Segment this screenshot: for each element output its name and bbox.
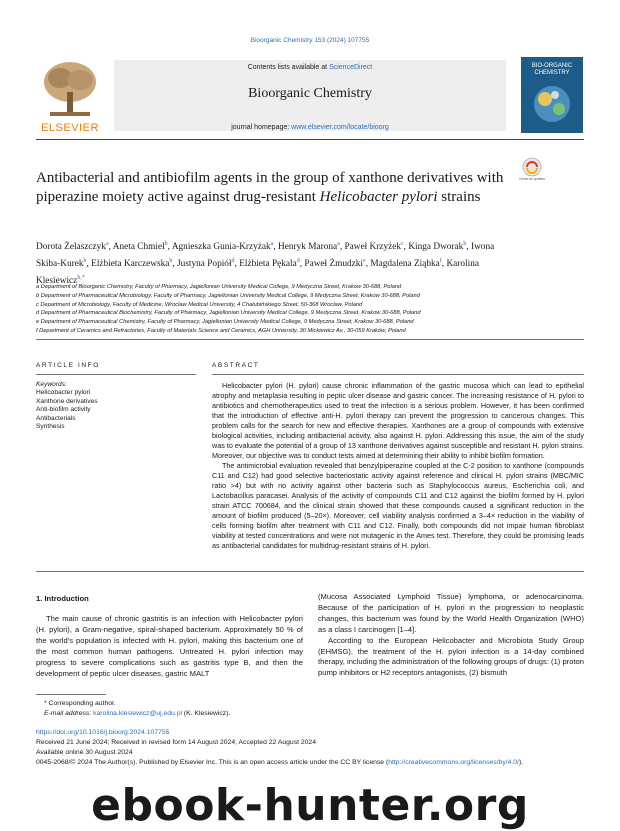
author-affiliation-marker[interactable]: d — [296, 258, 300, 265]
author-affiliation-marker[interactable]: d — [231, 258, 235, 265]
author-name[interactable]: Paweł Żmudzki — [304, 259, 364, 270]
author-affiliation-marker[interactable]: b — [169, 258, 173, 265]
keyword-item: Antibacterials — [36, 414, 76, 422]
author-name[interactable]: Elżbieta Karczewska — [91, 259, 170, 270]
abstract-end-rule — [36, 571, 584, 572]
footnote-rule — [36, 694, 106, 695]
author-name[interactable]: Iwona Skiba-Kurek — [36, 242, 495, 270]
homepage-link[interactable]: www.elsevier.com/locate/bioorg — [291, 124, 389, 131]
copyright-prefix: 0045-2068/© 2024 The Author(s). Published by Elsevier Inc. This is an open access article under the CC BY license ( — [36, 759, 389, 766]
title-part1: Antibacterial and antibiofilm agents in the group of xanthone derivatives with piperazine moiety active against drug-resistant — [36, 170, 504, 205]
keyword-item: Synthesis — [36, 423, 65, 431]
author-list: Dorota Żelaszczyk$^a$, Aneta Chmiel$^b$, Agnieszka Gunia-Krzyżak$^a$, Henryk Marona$^a$, Paweł Krzyżek$^c$, Kinga Dworak$^b$, Iwona Skiba-Kurek$^b$, Elżbieta Karczewska$^b$, Justyna Popiół$^d$, Elżbieta Pękala$^d$, Paweł Żmudzki$^e$, Magdalena Ziąbka$^f$, Karolina Klesiewicz$^{b,*}$ — [36, 241, 495, 287]
license-link[interactable]: http://creativecommons.org/licenses/by/4.0/ — [388, 759, 519, 766]
author-affiliation-marker[interactable]: f — [439, 258, 442, 265]
sciencedirect-link[interactable]: ScienceDirect — [329, 64, 373, 71]
article-info-rule — [36, 374, 196, 375]
author-name[interactable]: Agnieszka Gunia-Krzyżak — [171, 242, 271, 253]
copyright-suffix: ). — [518, 759, 524, 766]
body-column-left — [36, 614, 303, 679]
abstract-heading: ABSTRACT — [212, 362, 260, 369]
homepage-prefix: journal homepage: — [231, 124, 292, 131]
email-suffix: (K. Klesiewicz). — [182, 710, 231, 717]
author-affiliation-marker[interactable]: b — [83, 258, 87, 265]
affiliation-line: a Department of Bioorganic Chemistry, Faculty of Pharmacy, Jagiellonian University Medical College, 9 Medyczna Street, Krakow 30-688, Poland — [36, 284, 402, 290]
abstract-text — [212, 381, 584, 551]
affiliation-line: e Department of Pharmaceutical Chemistry, Faculty of Pharmacy, Jagiellonian University Medical College, 9 Medyczna Street, Krakow 30-688, Poland — [36, 319, 414, 326]
email-label: E-mail address: — [44, 710, 94, 717]
author-affiliation-marker[interactable]: a — [105, 241, 109, 247]
affiliations — [36, 283, 584, 336]
journal-homepage — [114, 124, 506, 131]
author-affiliation-marker[interactable]: a — [337, 241, 340, 247]
keyword-item: Xanthone derivatives — [36, 397, 98, 405]
corresponding-author-note: * Corresponding author. — [44, 700, 116, 707]
affiliation-line: b Department of Pharmaceutical Microbiology, Faculty of Pharmacy, Jagiellonian University Medical College, 9 Medyczna Street, Krakow 30-688, Poland — [36, 292, 420, 299]
affiliation-rule — [36, 339, 584, 340]
copyright-line — [36, 758, 596, 768]
keywords-block — [36, 381, 196, 431]
cover-title: BIO-ORGANIC CHEMISTRY — [531, 63, 573, 76]
body-column-right — [318, 592, 584, 679]
author-name[interactable]: Elżbieta Pękala — [239, 259, 297, 270]
author-name[interactable]: Paweł Krzyżek — [344, 242, 401, 253]
author-name[interactable]: Magdalena Ziąbka — [370, 259, 440, 270]
email-line — [36, 709, 336, 719]
author-affiliation-marker[interactable]: a — [270, 241, 274, 247]
author-name[interactable]: Aneta Chmiel — [112, 242, 165, 253]
check-for-updates-label: Check for updates — [519, 177, 545, 181]
author-name[interactable]: Karolina Klesiewicz — [36, 259, 479, 287]
contents-prefix: Contents lists available at — [247, 64, 330, 71]
abstract-rule — [212, 374, 584, 375]
email-link[interactable]: karolina.klesiewicz@uj.edu.pl — [93, 710, 182, 717]
watermark-text: ebook-hunter.org — [91, 780, 529, 831]
article-title — [36, 169, 506, 207]
keywords-list — [36, 389, 196, 431]
author-name[interactable]: Kinga Dworak — [408, 242, 464, 253]
intro-paragraph-1: The main cause of chronic gastritis is an infection with Helicobacter pylori (H. pylori), a Gram-negative, spiral-shaped bacterium. Approximately 50 % of the world’s population is infected with H. pylori, making this bacterium one of the most common human pathogens. Untreated H. pylori infection may progress to severe complications such as gastritis type B, and then the development of peptic ulcer diseases, gastric MALT — [36, 614, 303, 678]
journal-name: Bioorganic Chemistry — [248, 86, 372, 101]
author-affiliation-marker[interactable]: b — [463, 241, 467, 247]
author-affiliation-marker[interactable]: b — [164, 241, 168, 247]
keyword-item: Anti-biofilm activity — [36, 406, 91, 414]
intro-paragraph-2: (Mucosa Associated Lymphoid Tissue) lymphoma, or adenocarcinoma. Because of the participation of H. pylori in the progression to neoplastic changes, this bacterium was found by the World Health Organization (WHO) as a class I carcinogen [1–4]. — [318, 592, 584, 634]
author-affiliation-marker[interactable]: b,* — [77, 275, 85, 282]
intro-paragraph-3: According to the European Helicobacter and Microbiota Study Group (EHMSG), the treatment of the H. pylori infection is a 14-day combined therapy, including the administration of the following groups of drugs: (1) proton pump inhibitors or H2 receptors antagonists, (2) bismuth — [318, 635, 584, 678]
author-name[interactable]: Justyna Popiół — [177, 259, 232, 270]
article-metadata — [36, 728, 596, 768]
keywords-label: Keywords: — [36, 381, 67, 388]
journal-cover-image — [521, 57, 583, 133]
received-dates: Received 21 June 2024; Received in revised form 14 August 2024; Accepted 22 August 2024 — [36, 739, 316, 746]
keyword-item: Helicobacter pylori — [36, 389, 91, 397]
article-info-heading: ARTICLE INFO — [36, 362, 100, 369]
author-affiliation-marker[interactable]: c — [401, 241, 404, 247]
check-for-updates-badge[interactable] — [521, 157, 543, 187]
author-name[interactable]: Henryk Marona — [278, 242, 338, 253]
doi-link[interactable]: https://doi.org/10.1016/j.bioorg.2024.107755 — [36, 729, 170, 736]
journal-reference[interactable]: Bioorganic Chemistry 153 (2024) 107755 — [250, 37, 370, 44]
contents-line — [114, 64, 506, 71]
affiliation-line: c Department of Microbiology, Faculty of Medicine, Wroclaw Medical University, 4 Chałubińskiego Street, 50-368 Wroclaw, Poland — [36, 301, 363, 308]
abstract-paragraph-1: Helicobacter pylori (H. pylori) cause chronic inflammation of the gastric mucosa which can lead to epithelial atrophy and metaplasia resulting in peptic ulcer disease and gastric cancer. The increasing resistance of H. pylori to antibiotics and chemotherapeutics used to treat the infection is a serious problem. However, it has been confirmed that the introduction of effective anti-H. pylori therapy can prevent the progression to cancerous changes. This problem calls for the search for new and effective therapies. Xanthones are a group of compounds with extensive biological activities, including antibacterial activity, also against H. pylori. Addressing this issue, the aim of the study was to evaluate the potential of a group of 13 xanthone derivatives against susceptible and resistant H. pylori strains. Moreover, our objective was to conduct tests aimed at determining their ability to inhibit biofilm formation. — [212, 381, 584, 460]
author-affiliation-marker[interactable]: e — [363, 258, 366, 265]
available-online: Available online 30 August 2024 — [36, 749, 133, 756]
header-rule — [36, 139, 584, 140]
affiliation-line: f Department of Ceramics and Refractories, Faculty of Materials Science and Ceramics, AGH University, 30 Mickiewicz Av., 30-059 Kraków, Poland — [36, 327, 406, 334]
affiliation-line: d Department of Pharmaceutical Biochemistry, Faculty of Pharmacy, Jagiellonian University Medical College, 9 Medyczna Street, Krakow 30-688, Poland — [36, 310, 421, 317]
title-italic: Helicobacter pylori — [319, 189, 438, 205]
introduction-heading: 1. Introduction — [36, 594, 89, 603]
title-part2: strains — [437, 189, 481, 205]
abstract-paragraph-2: The antimicrobial evaluation revealed that benzylpiperazine coupled at the C-2 position to xanthone (compounds C11 and C12) had good selective bacteriostatic activity against reference and clinical H. pylori strains (MBC/MIC ratio >4) but with no activity against other bacteria such as Staphylococcus aureus, Escherichia coli, and Lactobacillus paracasei. Analysis of the activity of compounds C11 and C12 against the biofilm formed by H. pylori strain ATCC 700684, and the clinical strain showed that these compounds caused a significant reduction in the amount of biofilm produced (5–20×). Moreover, cell viability analysis confirmed a 3–4× reduction in the viability of cells forming biofilm after treatment with C11 and C12. Finally, both compounds did not impair human fibroblast viability at tested concentrations and were not mutagenic in the Ames test. Therefore, they could be promising leads as antibacterial candidates for multidrug-resistant strains of H. pylori. — [212, 461, 584, 550]
elsevier-wordmark: ELSEVIER — [41, 122, 99, 134]
corresponding-footnote — [36, 699, 336, 719]
author-name[interactable]: Dorota Żelaszczyk — [36, 242, 106, 253]
